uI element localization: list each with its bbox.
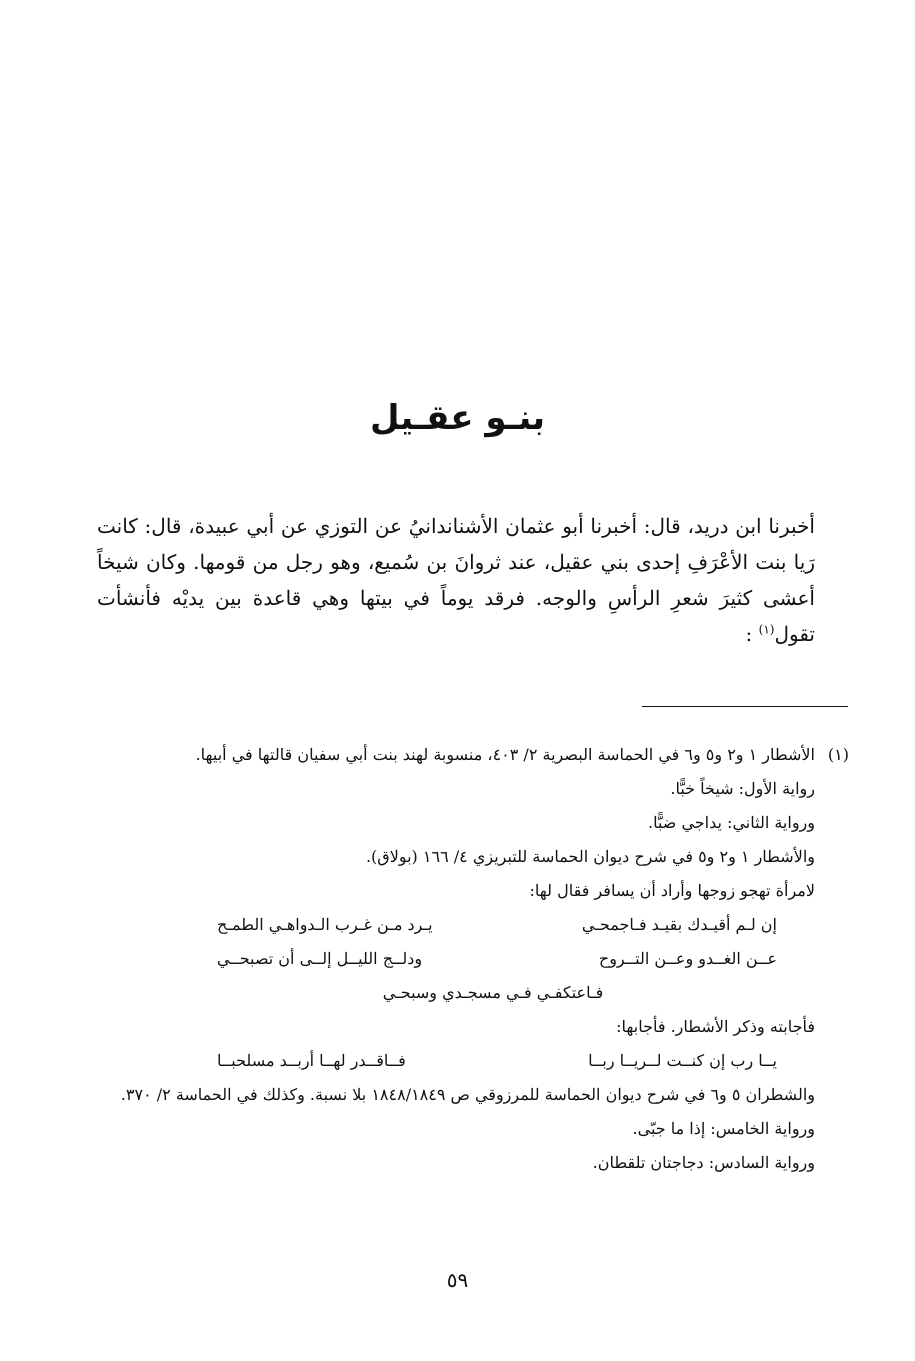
footnote-line-4: والأشطار ١ و٢ و٥ في شرح ديوان الحماسة للتبريزي ٤/ ١٦٦ (بولاق).: [365, 847, 815, 866]
footnote-separator: [642, 706, 848, 707]
verse-1: [217, 908, 849, 942]
footnote-line-8: ورواية الخامس: إذا ما جبّى.: [632, 1119, 815, 1138]
verse-1-second-hemistich: يـرد مـن غـرب الـدواهـي الطمـح: [217, 915, 433, 934]
body-end-colon: :: [745, 622, 753, 646]
footnote-line-1: [97, 738, 849, 772]
verse-2-second-hemistich: ودلــج الليــل إلــى أن تصبحــي: [217, 949, 423, 968]
footnote-line-1-text: الأشطار ١ و٢ و٥ و٦ في الحماسة البصرية ٢/ ٤٠٣، منسوبة لهند بنت أبي سفيان قالتها في أبيها.: [195, 745, 815, 764]
footnote-line-3: ورواية الثاني: يداجي ضبًّا.: [647, 813, 815, 832]
body-text: أخبرنا ابن دريد، قال: أخبرنا أبو عثمان الأشناندانيُ عن التوزي عن أبي عبيدة، قال: كانت رَيا بنت الأعْرَفِ إحدى بني عقيل، عند ثروانَ بن سُميع، وهو رجل من قومها. وكان شيخاً أعشى كثيرَ شعرِ الرأسِ والوجه. فرقد يوماً في بيتها وهي قاعدة بين يديْه فأنشأت تقول: [97, 514, 815, 646]
verse-4-second-hemistich: فــاقــدر لهــا أربــد مسلحبــا: [217, 1051, 406, 1070]
footnote-line-7: والشطران ٥ و٦ في شرح ديوان الحماسة للمرزوقي ص ١٨٤٨/١٨٤٩ بلا نسبة. وكذلك في الحماسة ٢/ ٣٧٠.: [120, 1085, 815, 1104]
body-paragraph: [97, 508, 815, 652]
verse-4-first-hemistich: يــا رب إن كنــت لــريــا ربــا: [588, 1051, 777, 1070]
footnote-number: (١): [827, 745, 849, 764]
verse-4: [217, 1044, 849, 1078]
page-number: ٥٩: [446, 1268, 469, 1292]
footnote-line-2: رواية الأول: شيخاً خبًّا.: [670, 779, 815, 798]
verse-1-first-hemistich: إن لـم أقيـدك بقيـد فـاجمحـي: [581, 915, 777, 934]
chapter-title: بنـو عقـيل: [370, 398, 545, 438]
footnote-line-9: ورواية السادس: دجاجتان تلقطان.: [592, 1153, 815, 1172]
footnote-line-6: فأجابته وذكر الأشطار. فأجابها:: [616, 1017, 815, 1036]
verse-2: [217, 942, 849, 976]
footnote-line-5: لامرأة تهجو زوجها وأراد أن يسافر فقال لها:: [529, 881, 815, 900]
verse-3: فـاعتكفـي فـي مسجـدي وسبحـي: [382, 983, 604, 1002]
verse-2-first-hemistich: عــن الغــدو وعــن التــروح: [598, 949, 777, 968]
footnotes: [97, 738, 849, 1180]
footnote-reference: (١): [758, 622, 775, 637]
